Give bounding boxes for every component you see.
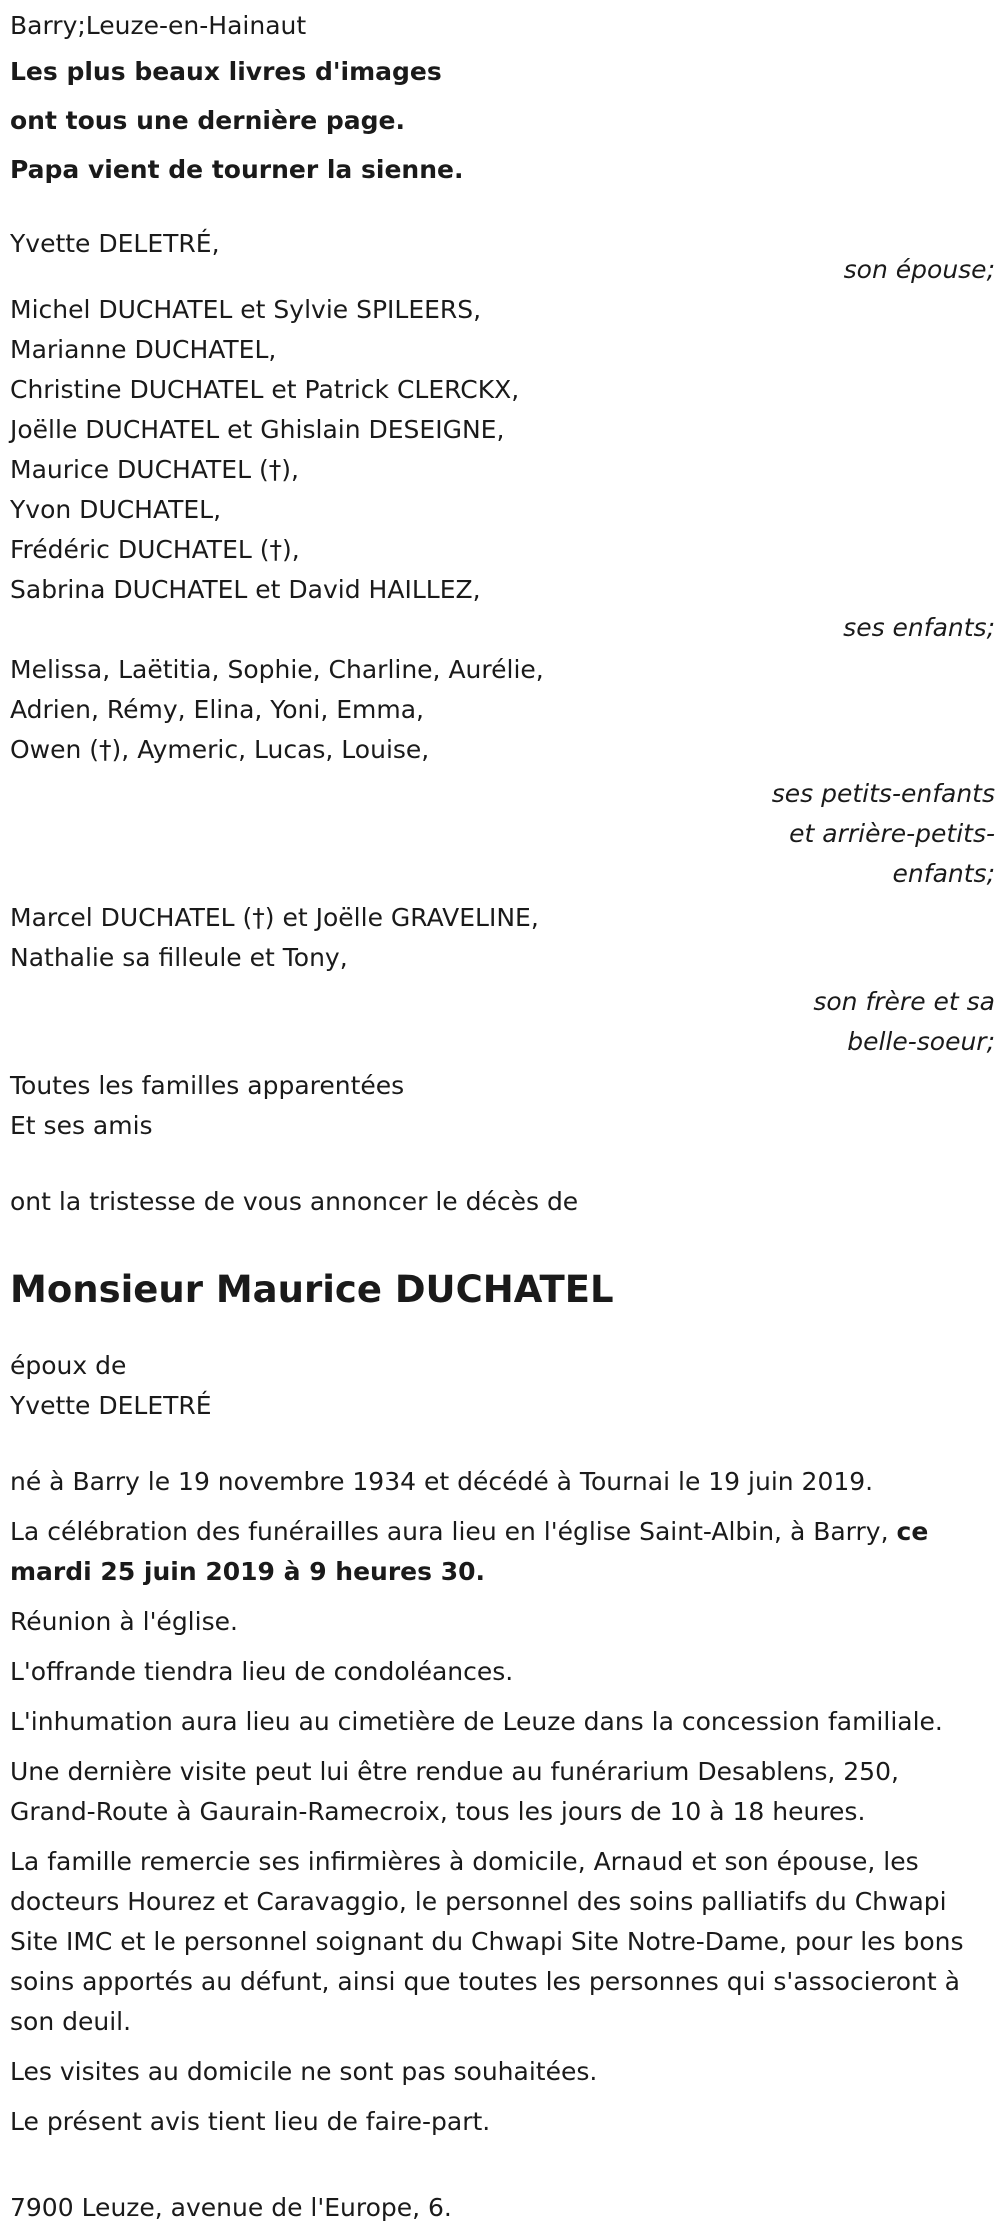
family-name: Frédéric DUCHATEL (†),	[10, 535, 300, 564]
offrande-text: L'offrande tiendra lieu de condoléances.	[10, 1657, 514, 1686]
ceremony-text	[10, 1512, 990, 1592]
families-line-2: Et ses amis	[10, 1111, 153, 1140]
details	[10, 1462, 990, 2142]
family-name: Owen (†), Aymeric, Lucas, Louise,	[10, 735, 430, 764]
ceremony-place: La célébration des funérailles aura lieu en l'église Saint-Albin, à Barry,	[10, 1517, 897, 1546]
faire-part-text: Le présent avis tient lieu de faire-part.	[10, 2107, 491, 2136]
family-name: Michel DUCHATEL et Sylvie SPILEERS,	[10, 295, 482, 324]
family-name: Melissa, Laëtitia, Sophie, Charline, Aurélie,	[10, 655, 544, 684]
family-group-children	[10, 290, 995, 648]
family-group-spouse	[10, 224, 995, 290]
family-name: Yvon DUCHATEL,	[10, 495, 222, 524]
address: 7900 Leuze, avenue de l'Europe, 6.	[10, 2193, 452, 2222]
remerciements-text: La famille remercie ses infirmières à domicile, Arnaud et son épouse, les docteurs Hourez et Caravaggio, le personnel des soins palliatifs du Chwapi Site IMC et le personnel soignant du Chwapi Site Notre-Dame, pour les bons soins apportés au défunt, ainsi que toutes les personnes qui s'associeront à son deuil.	[10, 1847, 972, 2036]
family-name: Joëlle DUCHATEL et Ghislain DESEIGNE,	[10, 415, 505, 444]
spouse-of-name: Yvette DELETRÉ	[10, 1391, 212, 1420]
family-name: Yvette DELETRÉ,	[10, 229, 220, 258]
family-name: Maurice DUCHATEL (†),	[10, 455, 299, 484]
relation-label: son épouse;	[843, 255, 995, 284]
motto	[10, 52, 990, 190]
ceremony-date: ce mardi 25 juin 2019 à 9 heures 30.	[10, 1517, 929, 1586]
inhumation-text: L'inhumation aura lieu au cimetière de Leuze dans la concession familiale.	[10, 1707, 943, 1736]
motto-line-2: ont tous une dernière page.	[10, 106, 405, 135]
family-name: Sabrina DUCHATEL et David HAILLEZ,	[10, 575, 481, 604]
relation-label: ses enfants;	[843, 613, 995, 642]
reunion-text: Réunion à l'église.	[10, 1607, 238, 1636]
families-line-1: Toutes les familles apparentées	[10, 1071, 405, 1100]
families-block	[10, 1066, 990, 1146]
family-group-grandchildren	[10, 650, 995, 894]
spouse-of	[10, 1346, 990, 1426]
family-name: Nathalie sa filleule et Tony,	[10, 943, 348, 972]
birth-death-text: né à Barry le 19 novembre 1934 et décédé à Tournai le 19 juin 2019.	[10, 1467, 874, 1496]
family-group-sibling	[10, 898, 995, 1062]
deceased-name: Monsieur Maurice DUCHATEL	[10, 1268, 614, 1311]
family-name: Marcel DUCHATEL (†) et Joëlle GRAVELINE,	[10, 903, 539, 932]
location-line: Barry;Leuze-en-Hainaut	[10, 11, 307, 40]
motto-line-1: Les plus beaux livres d'images	[10, 57, 442, 86]
spouse-of-label: époux de	[10, 1351, 127, 1380]
domicile-text: Les visites au domicile ne sont pas souhaitées.	[10, 2057, 598, 2086]
motto-line-3: Papa vient de tourner la sienne.	[10, 155, 464, 184]
relation-label: ses petits-enfants et arrière-petits- enfants;	[771, 779, 995, 888]
family-name: Adrien, Rémy, Elina, Yoni, Emma,	[10, 695, 424, 724]
family-name: Marianne DUCHATEL,	[10, 335, 277, 364]
relation-label: son frère et sa belle-soeur;	[813, 987, 995, 1056]
family-name: Christine DUCHATEL et Patrick CLERCKX,	[10, 375, 520, 404]
announcement: ont la tristesse de vous annoncer le décès de	[10, 1187, 579, 1216]
visite-text: Une dernière visite peut lui être rendue au funérarium Desablens, 250, Grand-Route à Gaurain-Ramecroix, tous les jours de 10 à 18 heures.	[10, 1757, 907, 1826]
